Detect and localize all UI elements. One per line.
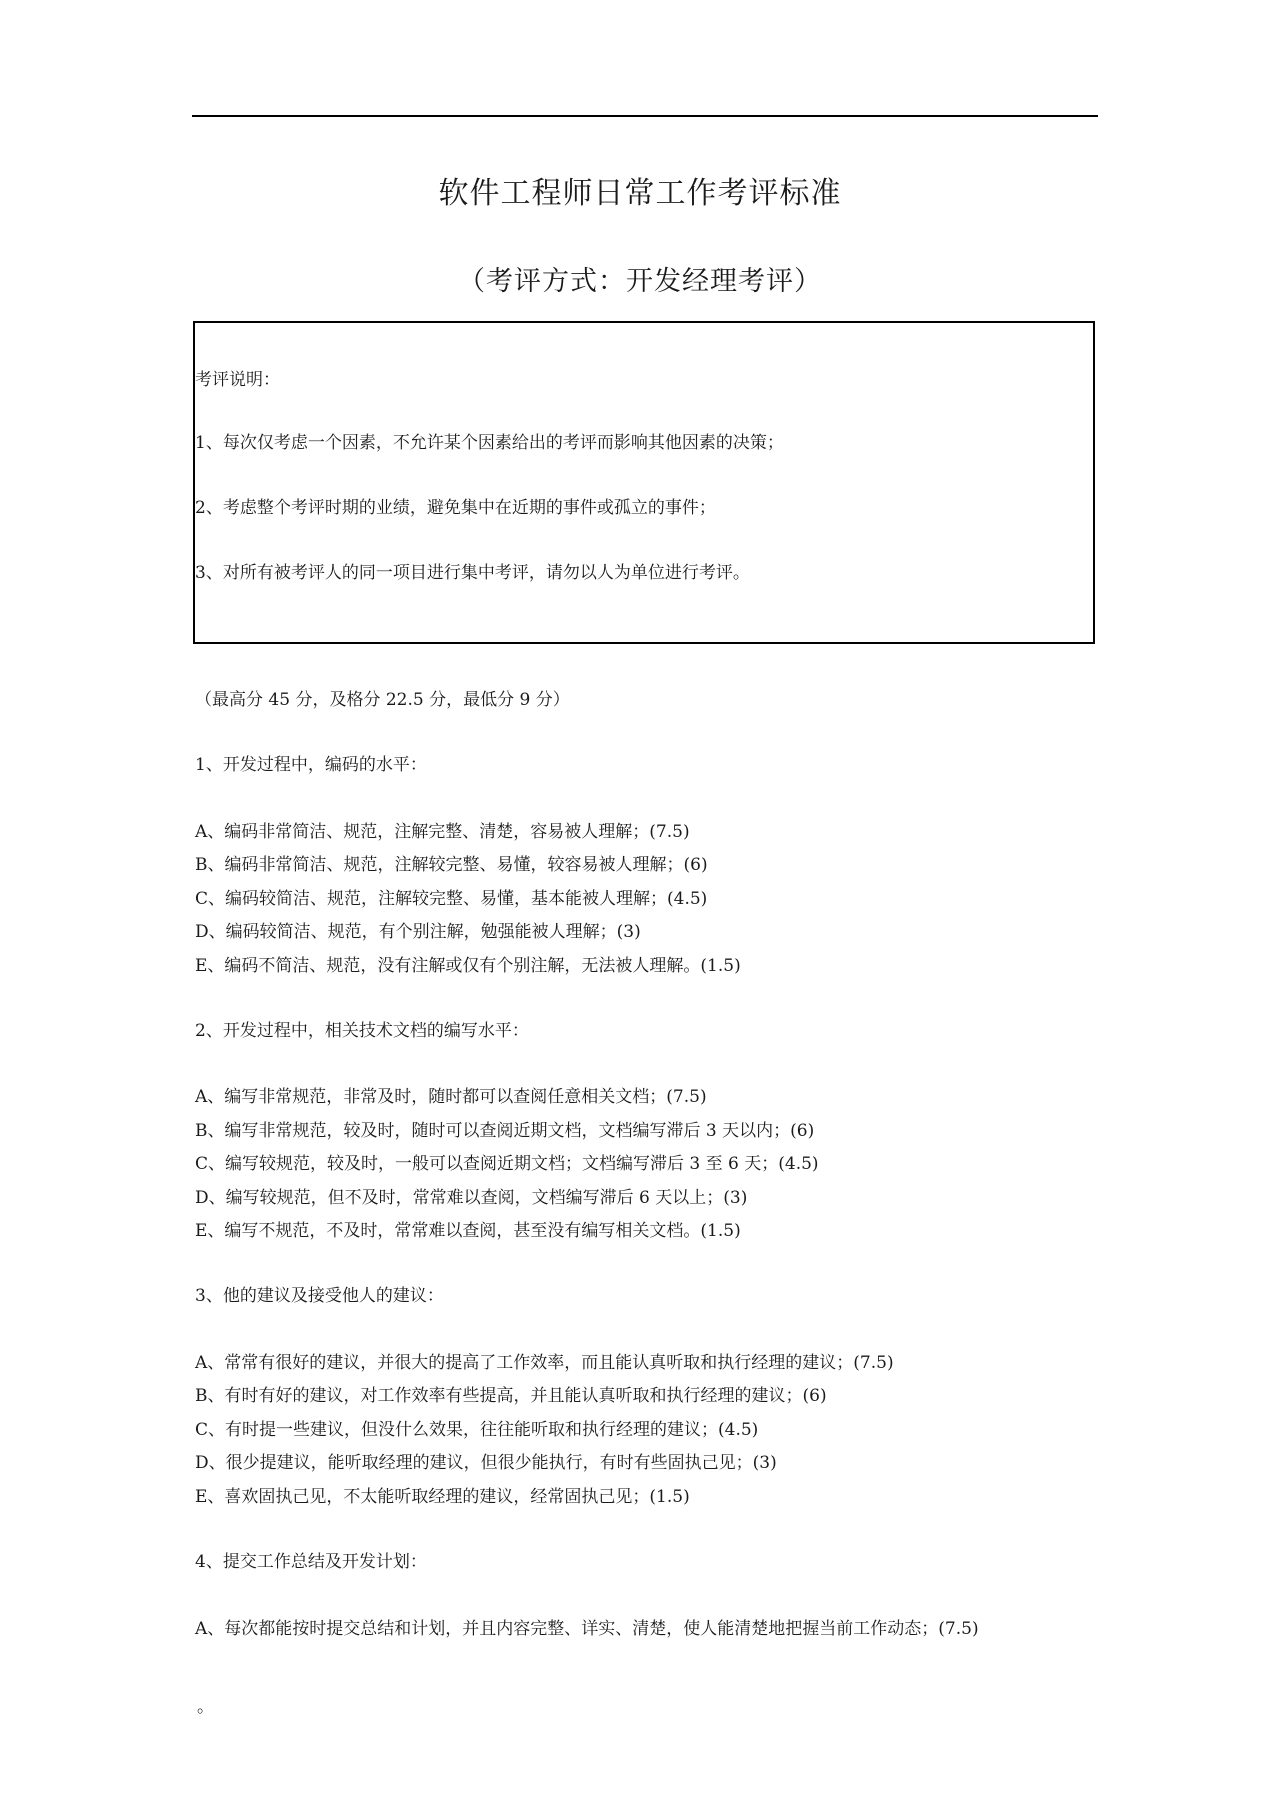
instructions-box <box>193 321 1095 644</box>
answer-option: D、很少提建议，能听取经理的建议，但很少能执行，有时有些固执己见；(3) <box>195 1453 777 1473</box>
answer-option: A、编写非常规范，非常及时，随时都可以查阅任意相关文档；(7.5) <box>195 1087 707 1107</box>
answer-option: B、编码非常简洁、规范，注解较完整、易懂，较容易被人理解；(6) <box>195 855 708 875</box>
instruction-item: 1、每次仅考虑一个因素，不允许某个因素给出的考评而影响其他因素的决策； <box>195 433 784 453</box>
answer-option: E、编写不规范，不及时，常常难以查阅，甚至没有编写相关文档。(1.5) <box>195 1221 741 1241</box>
score-note: （最高分 45 分，及格分 22.5 分，最低分 9 分） <box>195 690 570 710</box>
answer-option: B、有时有好的建议，对工作效率有些提高，并且能认真听取和执行经理的建议；(6) <box>195 1386 827 1406</box>
question-heading: 3、他的建议及接受他人的建议： <box>195 1286 444 1306</box>
page-end-mark: 。 <box>197 1697 214 1717</box>
instructions-heading: 考评说明： <box>195 370 280 390</box>
instruction-item: 2、考虑整个考评时期的业绩，避免集中在近期的事件或孤立的事件； <box>195 498 716 518</box>
answer-option: E、喜欢固执己见，不太能听取经理的建议，经常固执己见；(1.5) <box>195 1487 690 1507</box>
answer-option: D、编写较规范，但不及时，常常难以查阅，文档编写滞后 6 天以上；(3) <box>195 1188 748 1208</box>
instruction-item: 3、对所有被考评人的同一项目进行集中考评，请勿以人为单位进行考评。 <box>195 563 750 583</box>
answer-option: A、常常有很好的建议，并很大的提高了工作效率，而且能认真听取和执行经理的建议；(7.5) <box>195 1353 894 1373</box>
answer-option: C、编码较简洁、规范，注解较完整、易懂，基本能被人理解；(4.5) <box>195 889 708 909</box>
question-heading: 1、开发过程中，编码的水平： <box>195 755 427 775</box>
answer-option: C、编写较规范，较及时，一般可以查阅近期文档；文档编写滞后 3 至 6 天；(4.5) <box>195 1154 819 1174</box>
answer-option: C、有时提一些建议，但没什么效果，往往能听取和执行经理的建议；(4.5) <box>195 1420 759 1440</box>
question-heading: 2、开发过程中，相关技术文档的编写水平： <box>195 1021 529 1041</box>
page-subtitle: （考评方式：开发经理考评） <box>458 266 822 297</box>
answer-option: B、编写非常规范，较及时，随时可以查阅近期文档，文档编写滞后 3 天以内；(6) <box>195 1121 815 1141</box>
answer-option: A、编码非常简洁、规范，注解完整、清楚，容易被人理解；(7.5) <box>195 822 690 842</box>
page-title: 软件工程师日常工作考评标准 <box>438 176 842 211</box>
answer-option: D、编码较简洁、规范，有个别注解，勉强能被人理解；(3) <box>195 922 641 942</box>
answer-option: A、每次都能按时提交总结和计划，并且内容完整、详实、清楚，使人能清楚地把握当前工作动态；(7.5) <box>195 1619 979 1639</box>
question-heading: 4、提交工作总结及开发计划： <box>195 1552 427 1572</box>
answer-option: E、编码不简洁、规范，没有注解或仅有个别注解，无法被人理解。(1.5) <box>195 956 741 976</box>
header-rule <box>192 115 1098 117</box>
